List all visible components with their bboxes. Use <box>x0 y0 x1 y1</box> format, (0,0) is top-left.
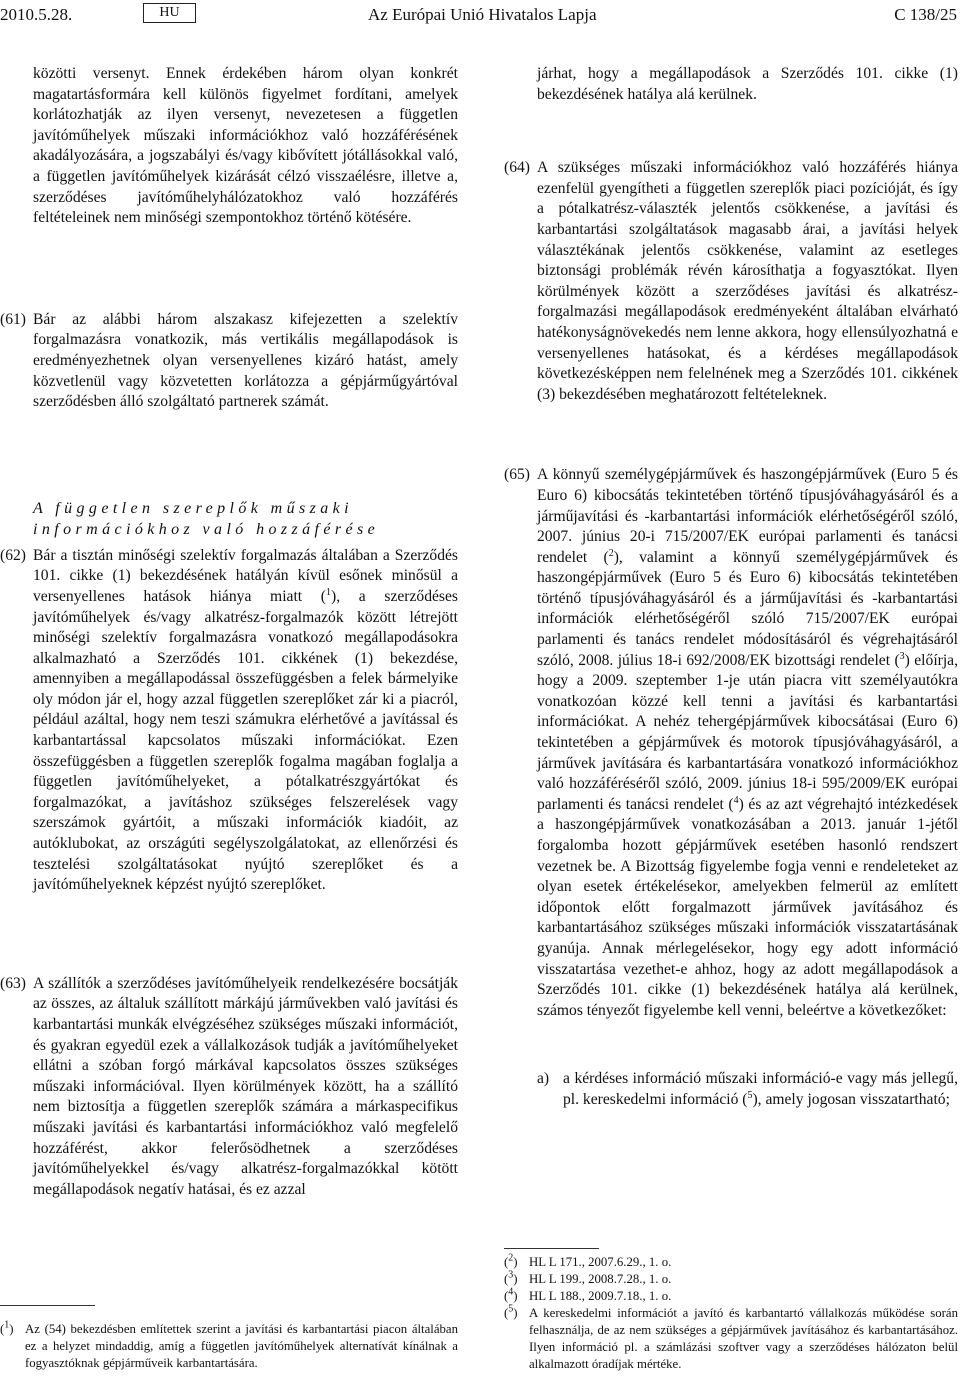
text-part: A könnyű személygépjárművek és haszongépjárművek (Euro 5 és Euro 6) kibocsátás tekintetében történő típusjóváhagyásáról és a járműjavítási és -karbantartási információk elérhetőségéről szóló, 2007. június 20-i 715/2007/EK európai parlamenti és tanácsi rendelet ( <box>537 466 958 566</box>
section-heading: A független szereplők műszaki információkhoz való hozzáférése <box>33 499 380 538</box>
paragraph-number: (62) <box>0 546 26 564</box>
footnote-4 <box>504 1288 958 1305</box>
footnote-number: ($^1$) <box>0 1319 14 1336</box>
footnote-ref: 2 <box>608 547 614 559</box>
text-part: Bár a tisztán minőségi szelektív forgalmazás általában a Szerződés 101. cikke (1) bekezdésének hatályán kívül esőnek minősül a versenyellenes hatások hiánya miatt ( <box>33 546 458 605</box>
text-part: ) és az azt végrehajtó intézkedések a haszongépjárművek vonatkozásában a 2013. január 1-jétől forgalomba hozott gépjárművek esetében hasonló rendszert vezetnek be. A Bizottság figyelembe fogja venni e rendeleteket az olyan esetek értékelésekor, amelyekben felmerül az említett időpontok előtt forgalmazott járművek javításához és karbantartásához szükséges műszaki információk visszatartásának gyanúja. Annak mérlegelésekor, hogy egy adott információ visszatartása vezethet-e ahhoz, hogy az adott megállapodások a Szerződés 101. cikke (1) bekezdésének hatálya alá kerülnek, számos tényezőt figyelembe kell venni, beleértve a következőket: <box>537 795 959 1019</box>
header-date: 2010.5.28. <box>0 5 73 24</box>
paragraph-number: (63) <box>0 974 26 992</box>
footnote-text: HL L 171., 2007.6.29., 1. o. <box>529 1255 672 1269</box>
footnote-number: ($^4$) <box>504 1286 518 1303</box>
paragraph-text <box>537 465 958 1021</box>
footnote-text: Az (54) bekezdésben említettek szerint a javítási és karbantartási piacon általában ez a helyzet mindaddig, amíg a független javítóműhelyek alternatívát kínálnak a fogyasztóknak gépjárműveik karbantartására. <box>25 1322 458 1370</box>
footnote-5 <box>504 1305 958 1373</box>
subitem-a <box>537 1069 958 1110</box>
paragraph-number: (64) <box>504 159 530 177</box>
footnote-3 <box>504 1271 958 1288</box>
page-number: C 138/25 <box>894 5 957 24</box>
paragraph-64 <box>504 158 958 405</box>
footnote-ref: 4 <box>733 794 739 806</box>
paragraph-number: (61) <box>0 310 26 328</box>
paragraph-61 <box>0 310 458 413</box>
text-part: ), valamint a könnyű személygépjárművek és haszongépjárművek (Euro 5 és Euro 6) kibocsátás tekintetében történő típusjóváhagyásáról és a járműjavítási és -karbantartási információk elérhetőségéről szóló 715/2007/EK európai parlamenti és tanács rendelet módosításáról és végrehajtásáról szóló, 2008. július 18-i 692/2008/EK bizottsági rendelet ( <box>537 548 958 669</box>
paragraph-number: (65) <box>504 466 530 484</box>
subitem-text: a kérdéses információ műszaki információ-e vagy más jellegű, pl. kereskedelmi információ ($^5$), amely jogosan visszatartható; <box>563 1070 958 1108</box>
language-badge: HU <box>143 3 196 23</box>
footnote-ref: 3 <box>899 650 905 662</box>
footnote-number: ($^3$) <box>504 1269 518 1286</box>
text-part: ), a szerződéses javítóműhelyek és/vagy alkatrész-forgalmazók között létrejött minőségi szelektív forgalmazásra vonatkozó megállapodásokra alkalmazható a Szerződés 101. cikkének (1) bekezdése, amennyiben a megállapodással összefüggésben a felek bármelyike oly módon jár el, hogy azzal független szereplőket zár ki a piacról, például azáltal, hogy nem teszi számukra elérhetővé a javítással és karbantartással kapcsolatos műszaki információkat. Ezen összefüggésben a független szereplők fogalma magában foglalja a független javítóműhelyeket, a pótalkatrészgyártókat és forgalmazókat, a javításhoz szükséges felszerelések vagy szerszámok gyártóit, a műszaki információk kiadóit, az autóklubokat, az országúti segélyszolgálatokat, az ellenőrzési és tesztelési szolgáltatásokat nyújtó szereplőket és a javítóműhelyeknek képzést nyújtó szereplőket. <box>33 587 458 894</box>
footnote-number: ($^5$) <box>504 1303 518 1320</box>
footnotes-right <box>504 1254 958 1373</box>
footnote-ref: 1 <box>326 586 331 598</box>
footnote-1 <box>0 1321 458 1372</box>
footnote-text: HL L 199., 2008.7.28., 1. o. <box>529 1272 672 1286</box>
subitem-label: a) <box>537 1070 550 1088</box>
paragraph-65 <box>504 465 958 1021</box>
paragraph-text <box>33 546 458 896</box>
paragraph-63 <box>0 974 458 1201</box>
footnote-ref: 5 <box>747 1089 753 1101</box>
footnote-rule <box>0 1305 95 1306</box>
footnote-2 <box>504 1254 958 1271</box>
footnote-text: A kereskedelmi információt a javító és karbantartó vállalkozás működése során felhasználja, de az nem szükséges a gépjárművek javításához és karbantartásához. Ilyen információ pl. a számlázási szoftver vagy a szerződéses hálózaton belül alkalmazott óradíjak mértéke. <box>529 1306 958 1371</box>
left-column <box>0 64 458 1200</box>
continuation-paragraph: járhat, hogy a megállapodások a Szerződés 101. cikke (1) bekezdésének hatálya alá kerülnek. <box>537 65 958 103</box>
right-column <box>504 64 958 1111</box>
footnote-number: ($^2$) <box>504 1252 518 1269</box>
text-part: ) előírja, hogy a 2009. szeptember 1-je után piacra vitt személyautókra vonatkozóan közzé kell tenni a javítási és karbantartási információkat. A nehéz tehergépjárművek kibocsátásai (Euro 6) tekintetében a gépjárművek és motorok típusjóváhagyásáról, a járművek javítására és karbantartására vonatkozó információkhoz való hozzáféréséről szóló, 2009. június 18-i 595/2009/EK európai parlamenti és tanácsi rendelet ( <box>537 651 958 813</box>
paragraph-text: A szükséges műszaki információkhoz való hozzáférés hiánya ezenfelül gyengítheti a független szereplők piaci pozícióját, és így a pótalkatrész-választék jelentős csökkenése, a javítási és karbantartási szolgáltatások magasabb árai, a javítási helyek választékának jelentős csökkenése, valamint az esetleges biztonsági problémák révén károsíthatja a fogyasztókat. Ilyen körülmények között a szerződéses javítási és alkatrész-forgalmazási megállapodások eredményeként általában elvárható hatékonyságnövekedés nem lenne akkora, hogy ellensúlyozhatná e versenyellenes hatásokat, és a kérdéses megállapodások következésképpen nem felelnének meg a Szerződés 101. cikkének (3) bekezdésében meghatározott feltételeknek. <box>537 159 958 403</box>
paragraph-text: A szállítók a szerződéses javítóműhelyeik rendelkezésére bocsátják az összes, az általuk szállított márkájú járművekben való javítási és karbantartási munkák elvégzéséhez szükséges műszaki információt, és gyakran egyedül ezek a vállalkozások tudják a javítóműhelyeket ellátni a szóban forgó márkával kapcsolatos összes szükséges műszaki információval. Ilyen körülmények között, ha a szállító nem biztosítja a független szereplők számára a márkaspecifikus műszaki javítási és karbantartási információkhoz való megfelelő hozzáférést, akkor felerősödhetnek a szerződéses javítóműhelyekkel és/vagy alkatrész-forgalmazókkal kötött megállapodások negatív hatásai, és ez azzal <box>33 974 458 1198</box>
footnote-text: HL L 188., 2009.7.18., 1. o. <box>529 1289 672 1303</box>
paragraph-62 <box>0 546 458 896</box>
footnote-rule <box>504 1248 599 1249</box>
continuation-paragraph: közötti versenyt. Ennek érdekében három olyan konkrét magatartásformára kell különös figyelmet fordítani, amelyek korlátozhatják az ilyen versenyt, nevezetesen a független javítóműhelyek műszaki információkhoz való hozzáférésének akadályozására, a jogszabályi és/vagy kibővített jótállásokkal való, a független javítóműhelyek kizárását célzó visszaélésre, illetve a, szerződéses javítóműhelyhálózatokhoz való hozzáférés feltételeinek nem minőségi szempontokhoz történő kötésére. <box>33 65 458 227</box>
paragraph-text: Bár az alábbi három alszakasz kifejezetten a szelektív forgalmazásra vonatkozik, más vertikális megállapodások is eredményezhetnek olyan versenyellenes kizáró hatást, amely közvetlenül vagy közvetetten korlátozza a gépjárműgyártóval szerződésben álló szolgáltató partnerek számát. <box>33 310 458 411</box>
journal-title: Az Európai Unió Hivatalos Lapja <box>368 5 597 24</box>
